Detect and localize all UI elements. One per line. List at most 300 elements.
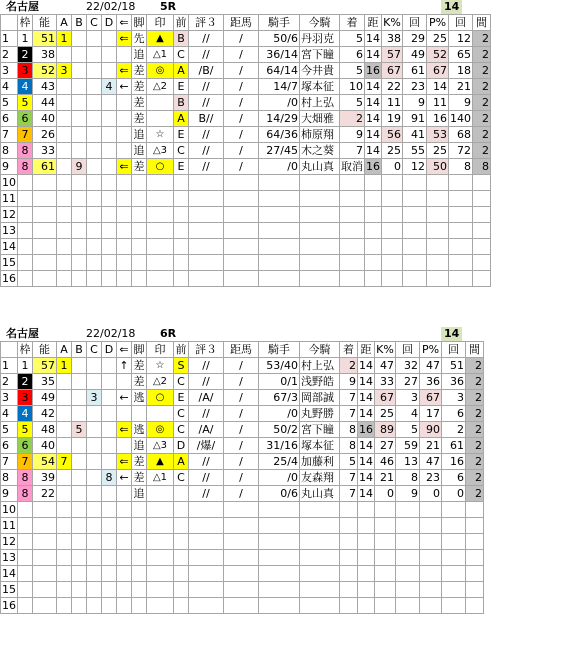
empty-cell xyxy=(132,175,147,191)
k-return-cell: 41 xyxy=(403,127,427,143)
empty-cell xyxy=(102,518,117,534)
empty-cell xyxy=(18,207,33,223)
empty-cell xyxy=(18,534,33,550)
eval-cell: /爆/ xyxy=(189,438,224,454)
empty-cell xyxy=(340,175,365,191)
empty-cell xyxy=(300,598,340,614)
k-return-cell: 23 xyxy=(403,79,427,95)
empty-cell xyxy=(340,223,365,239)
empty-cell xyxy=(102,191,117,207)
arrow-cell: ⇐ xyxy=(117,159,132,175)
empty-cell xyxy=(18,502,33,518)
empty-cell xyxy=(396,534,420,550)
column-header: 騎手 xyxy=(259,15,300,31)
dist-horse-cell: / xyxy=(224,470,259,486)
p-pct-cell: 67 xyxy=(420,390,442,406)
venue-label: 名古屋 xyxy=(6,327,39,340)
p-pct-cell: 25 xyxy=(427,31,449,47)
p-return-cell: 9 xyxy=(449,95,473,111)
column-header: C xyxy=(87,342,102,358)
dist-horse-cell: / xyxy=(224,422,259,438)
empty-cell xyxy=(18,175,33,191)
empty-cell xyxy=(300,534,340,550)
p-return-cell: 0 xyxy=(442,486,466,502)
empty-cell xyxy=(442,534,466,550)
empty-cell xyxy=(117,550,132,566)
table-row xyxy=(1,534,484,550)
k-return-cell: 27 xyxy=(396,374,420,390)
row-number: 2 xyxy=(1,47,18,63)
interval-cell: 2 xyxy=(473,47,491,63)
c-rank-cell xyxy=(87,111,102,127)
empty-cell xyxy=(189,239,224,255)
empty-cell xyxy=(449,175,473,191)
row-number: 9 xyxy=(1,159,18,175)
empty-cell xyxy=(259,271,300,287)
current-jockey-cell: 丸野勝 xyxy=(300,406,340,422)
empty-cell xyxy=(117,271,132,287)
jockey-stat-cell: 36/14 xyxy=(259,47,300,63)
jockey-stat-cell: /0 xyxy=(259,406,300,422)
k-pct-cell: 25 xyxy=(382,143,403,159)
p-pct-cell: 23 xyxy=(420,470,442,486)
empty-cell xyxy=(382,271,403,287)
a-rank-cell xyxy=(57,374,72,390)
finish-cell: 7 xyxy=(340,470,358,486)
c-rank-cell xyxy=(87,438,102,454)
empty-cell xyxy=(189,502,224,518)
k-return-cell: 4 xyxy=(396,406,420,422)
interval-cell: 2 xyxy=(466,374,484,390)
empty-cell xyxy=(224,502,259,518)
style-cell: 差 xyxy=(133,454,145,468)
empty-cell xyxy=(147,550,174,566)
p-pct-cell: 25 xyxy=(427,143,449,159)
current-jockey-cell: 丸山真 xyxy=(300,486,340,502)
p-pct-cell: 50 xyxy=(427,159,449,175)
k-pct-cell: 38 xyxy=(382,31,403,47)
header-corner xyxy=(1,15,18,31)
ability-cell: 39 xyxy=(33,470,57,486)
ability-cell: 44 xyxy=(33,95,57,111)
empty-cell xyxy=(18,518,33,534)
table-row xyxy=(1,255,491,271)
empty-cell xyxy=(358,534,375,550)
c-rank-cell xyxy=(87,422,102,438)
empty-cell xyxy=(147,582,174,598)
prev-rank-cell: S xyxy=(174,358,189,374)
jockey-stat-cell: 31/16 xyxy=(259,438,300,454)
empty-cell xyxy=(87,566,102,582)
empty-cell xyxy=(300,207,340,223)
empty-cell xyxy=(33,191,57,207)
empty-cell xyxy=(87,502,102,518)
empty-cell xyxy=(117,175,132,191)
empty-cell xyxy=(102,566,117,582)
k-return-cell: 29 xyxy=(403,31,427,47)
empty-cell xyxy=(87,207,102,223)
b-rank-cell xyxy=(72,406,87,422)
empty-cell xyxy=(57,255,72,271)
mark-cell xyxy=(147,486,174,502)
table-row xyxy=(1,390,484,406)
empty-cell xyxy=(473,271,491,287)
arrow-cell: ← xyxy=(117,470,132,486)
p-return-cell: 3 xyxy=(442,390,466,406)
style-cell: 差 xyxy=(133,358,145,372)
d-rank-cell xyxy=(102,374,117,390)
empty-cell xyxy=(102,175,117,191)
d-rank-cell xyxy=(102,127,117,143)
b-rank-cell xyxy=(72,390,87,406)
empty-cell xyxy=(57,598,72,614)
empty-cell xyxy=(147,255,174,271)
c-rank-cell xyxy=(87,63,102,79)
empty-cell xyxy=(473,255,491,271)
row-number: 1 xyxy=(1,358,18,374)
row-number: 11 xyxy=(2,518,16,532)
empty-cell xyxy=(396,502,420,518)
empty-cell xyxy=(87,239,102,255)
table-row xyxy=(1,271,491,287)
table-row xyxy=(1,207,491,223)
empty-cell xyxy=(117,255,132,271)
empty-cell xyxy=(382,191,403,207)
dist-horse-cell: / xyxy=(224,486,259,502)
style-cell: 差 xyxy=(133,111,145,125)
column-header: P% xyxy=(420,342,442,358)
column-header: B xyxy=(72,342,87,358)
mark-cell: ☆ xyxy=(147,358,174,374)
mark-cell xyxy=(147,95,174,111)
empty-cell xyxy=(147,191,174,207)
empty-cell xyxy=(57,550,72,566)
empty-cell xyxy=(102,223,117,239)
table-row xyxy=(1,31,491,47)
empty-cell xyxy=(420,582,442,598)
empty-cell xyxy=(466,502,484,518)
dist-horse-cell: / xyxy=(224,454,259,470)
finish-cell: 9 xyxy=(340,127,365,143)
c-rank-cell: 3 xyxy=(87,390,102,406)
empty-cell xyxy=(57,191,72,207)
empty-cell xyxy=(147,518,174,534)
empty-cell xyxy=(382,255,403,271)
empty-cell xyxy=(442,518,466,534)
empty-cell xyxy=(174,550,189,566)
empty-cell xyxy=(224,239,259,255)
empty-cell xyxy=(365,207,382,223)
empty-cell xyxy=(189,271,224,287)
prev-rank-cell: A xyxy=(174,63,189,79)
finish-cell: 7 xyxy=(340,406,358,422)
empty-cell xyxy=(102,239,117,255)
table-row xyxy=(1,422,484,438)
p-return-cell: 12 xyxy=(449,31,473,47)
b-rank-cell xyxy=(72,63,87,79)
c-rank-cell xyxy=(87,358,102,374)
prev-rank-cell: C xyxy=(174,47,189,63)
empty-cell xyxy=(174,598,189,614)
style-cell: 追 xyxy=(133,47,145,61)
empty-cell xyxy=(117,598,132,614)
empty-cell xyxy=(259,582,300,598)
distance-cell: 14 xyxy=(366,111,380,125)
race-number: 6R xyxy=(160,327,177,340)
style-cell: 追 xyxy=(133,143,145,157)
empty-cell xyxy=(382,175,403,191)
empty-cell xyxy=(57,582,72,598)
k-return-cell: 12 xyxy=(403,159,427,175)
empty-cell xyxy=(420,518,442,534)
table-row xyxy=(1,598,484,614)
arrow-cell: ↑ xyxy=(117,358,132,374)
a-rank-cell xyxy=(57,390,72,406)
ability-cell: 33 xyxy=(33,143,57,159)
table-row xyxy=(1,454,484,470)
empty-cell xyxy=(57,223,72,239)
empty-cell xyxy=(174,534,189,550)
column-header: 回 xyxy=(396,342,420,358)
empty-cell xyxy=(300,518,340,534)
empty-cell xyxy=(340,566,358,582)
k-return-cell: 9 xyxy=(403,95,427,111)
empty-cell xyxy=(174,518,189,534)
table-row xyxy=(1,406,484,422)
empty-cell xyxy=(87,518,102,534)
empty-cell xyxy=(449,191,473,207)
row-number: 15 xyxy=(2,582,16,596)
distance-cell: 14 xyxy=(366,31,380,45)
column-header: 騎手 xyxy=(259,342,300,358)
interval-cell: 2 xyxy=(466,486,484,502)
empty-cell xyxy=(396,550,420,566)
k-pct-cell: 0 xyxy=(375,486,396,502)
empty-cell xyxy=(117,534,132,550)
empty-cell xyxy=(473,207,491,223)
p-pct-cell: 17 xyxy=(420,406,442,422)
p-return-cell: 65 xyxy=(449,47,473,63)
empty-cell xyxy=(189,191,224,207)
empty-cell xyxy=(427,191,449,207)
mark-cell: △2 xyxy=(147,374,174,390)
race-table xyxy=(0,14,491,287)
empty-cell xyxy=(466,518,484,534)
column-header: 前 xyxy=(175,15,187,29)
empty-cell xyxy=(358,502,375,518)
row-number: 1 xyxy=(1,31,18,47)
jockey-stat-cell: /0 xyxy=(259,159,300,175)
race-table xyxy=(0,341,484,614)
a-rank-cell xyxy=(57,438,72,454)
c-rank-cell xyxy=(87,454,102,470)
prev-rank-cell: C xyxy=(174,374,189,390)
empty-cell xyxy=(466,550,484,566)
p-pct-cell: 53 xyxy=(427,127,449,143)
empty-cell xyxy=(259,223,300,239)
prev-rank-cell: E xyxy=(174,159,189,175)
dist-horse-cell: / xyxy=(224,95,259,111)
empty-cell xyxy=(403,255,427,271)
style-cell: 先 xyxy=(133,31,145,45)
empty-cell xyxy=(87,223,102,239)
table-row xyxy=(1,582,484,598)
empty-cell xyxy=(72,175,87,191)
b-rank-cell xyxy=(72,438,87,454)
empty-cell xyxy=(365,175,382,191)
eval-cell: /B/ xyxy=(189,63,224,79)
empty-cell xyxy=(189,598,224,614)
empty-cell xyxy=(18,566,33,582)
distance-cell: 16 xyxy=(366,159,380,173)
jockey-stat-cell: 50/6 xyxy=(259,31,300,47)
empty-cell xyxy=(189,534,224,550)
empty-cell xyxy=(132,207,147,223)
jockey-stat-cell: 0/6 xyxy=(259,486,300,502)
column-header: A xyxy=(57,342,72,358)
empty-cell xyxy=(442,502,466,518)
finish-cell: 5 xyxy=(340,454,358,470)
eval-cell: /A/ xyxy=(189,422,224,438)
empty-cell xyxy=(358,582,375,598)
finish-cell: 6 xyxy=(340,47,365,63)
empty-cell xyxy=(102,598,117,614)
distance-cell: 14 xyxy=(366,127,380,141)
current-jockey-cell: 今井貴 xyxy=(300,63,340,79)
row-number: 10 xyxy=(2,502,16,516)
interval-cell: 2 xyxy=(466,422,484,438)
empty-cell xyxy=(358,550,375,566)
empty-cell xyxy=(72,191,87,207)
k-return-cell: 3 xyxy=(396,390,420,406)
interval-cell: 2 xyxy=(466,454,484,470)
style-cell: 差 xyxy=(133,63,145,77)
empty-cell xyxy=(33,534,57,550)
empty-cell xyxy=(473,223,491,239)
a-rank-cell xyxy=(57,486,72,502)
empty-cell xyxy=(102,550,117,566)
empty-cell xyxy=(72,534,87,550)
b-rank-cell xyxy=(72,79,87,95)
race-sheet-5R xyxy=(0,0,582,287)
a-rank-cell xyxy=(57,47,72,63)
ability-cell: 57 xyxy=(33,358,57,374)
empty-cell xyxy=(340,207,365,223)
empty-cell xyxy=(132,518,147,534)
waku-cell: 4 xyxy=(18,406,33,422)
column-header: D xyxy=(102,342,117,358)
k-return-cell: 59 xyxy=(396,438,420,454)
empty-cell xyxy=(259,518,300,534)
interval-cell: 2 xyxy=(466,438,484,454)
empty-cell xyxy=(72,223,87,239)
a-rank-cell: 1 xyxy=(57,358,72,374)
distance-cell: 14 xyxy=(359,470,373,484)
p-pct-cell: 47 xyxy=(420,454,442,470)
waku-cell: 6 xyxy=(18,438,33,454)
empty-cell xyxy=(224,207,259,223)
b-rank-cell: 9 xyxy=(72,159,87,175)
ability-cell: 22 xyxy=(33,486,57,502)
p-pct-cell: 0 xyxy=(420,486,442,502)
prev-rank-cell: B xyxy=(174,31,189,47)
empty-cell xyxy=(466,566,484,582)
k-pct-cell: 56 xyxy=(382,127,403,143)
dist-horse-cell: / xyxy=(224,47,259,63)
waku-cell: 8 xyxy=(18,143,33,159)
empty-cell xyxy=(102,534,117,550)
k-return-cell: 55 xyxy=(403,143,427,159)
d-rank-cell xyxy=(102,486,117,502)
empty-cell xyxy=(224,534,259,550)
empty-cell xyxy=(57,239,72,255)
p-return-cell: 8 xyxy=(449,159,473,175)
column-header: 回 xyxy=(442,342,466,358)
empty-cell xyxy=(442,566,466,582)
empty-cell xyxy=(174,239,189,255)
distance-cell: 14 xyxy=(366,95,380,109)
jockey-stat-cell: 53/40 xyxy=(259,358,300,374)
row-number: 3 xyxy=(1,390,18,406)
empty-cell xyxy=(259,239,300,255)
interval-cell: 2 xyxy=(473,79,491,95)
empty-cell xyxy=(87,271,102,287)
current-jockey-cell: 友森翔 xyxy=(300,470,340,486)
empty-cell xyxy=(224,566,259,582)
empty-cell xyxy=(420,502,442,518)
empty-cell xyxy=(132,255,147,271)
a-rank-cell xyxy=(57,79,72,95)
k-return-cell: 8 xyxy=(396,470,420,486)
ability-cell: 42 xyxy=(33,406,57,422)
empty-cell xyxy=(300,255,340,271)
k-pct-cell: 33 xyxy=(375,374,396,390)
empty-cell xyxy=(117,191,132,207)
arrow-cell xyxy=(117,127,132,143)
distance-cell: 14 xyxy=(366,79,380,93)
dist-horse-cell: / xyxy=(224,406,259,422)
interval-cell: 2 xyxy=(466,470,484,486)
empty-cell xyxy=(102,502,117,518)
interval-cell: 2 xyxy=(473,143,491,159)
dist-horse-cell: / xyxy=(224,358,259,374)
row-number: 16 xyxy=(2,271,16,285)
waku-cell: 3 xyxy=(18,390,33,406)
distance-cell: 14 xyxy=(359,374,373,388)
d-rank-cell xyxy=(102,422,117,438)
ability-cell: 40 xyxy=(33,111,57,127)
p-return-cell: 6 xyxy=(442,470,466,486)
empty-cell xyxy=(396,566,420,582)
row-number: 4 xyxy=(1,406,18,422)
b-rank-cell xyxy=(72,31,87,47)
finish-cell: 2 xyxy=(340,358,358,374)
k-return-cell: 61 xyxy=(403,63,427,79)
empty-cell xyxy=(420,598,442,614)
empty-cell xyxy=(132,223,147,239)
b-rank-cell xyxy=(72,486,87,502)
empty-cell xyxy=(147,239,174,255)
c-rank-cell xyxy=(87,95,102,111)
d-rank-cell xyxy=(102,63,117,79)
p-return-cell: 2 xyxy=(442,422,466,438)
jockey-stat-cell: 64/14 xyxy=(259,63,300,79)
distance-cell: 16 xyxy=(359,422,373,436)
empty-cell xyxy=(72,566,87,582)
empty-cell xyxy=(147,207,174,223)
k-pct-cell: 67 xyxy=(382,63,403,79)
column-header: 距 xyxy=(358,342,375,358)
